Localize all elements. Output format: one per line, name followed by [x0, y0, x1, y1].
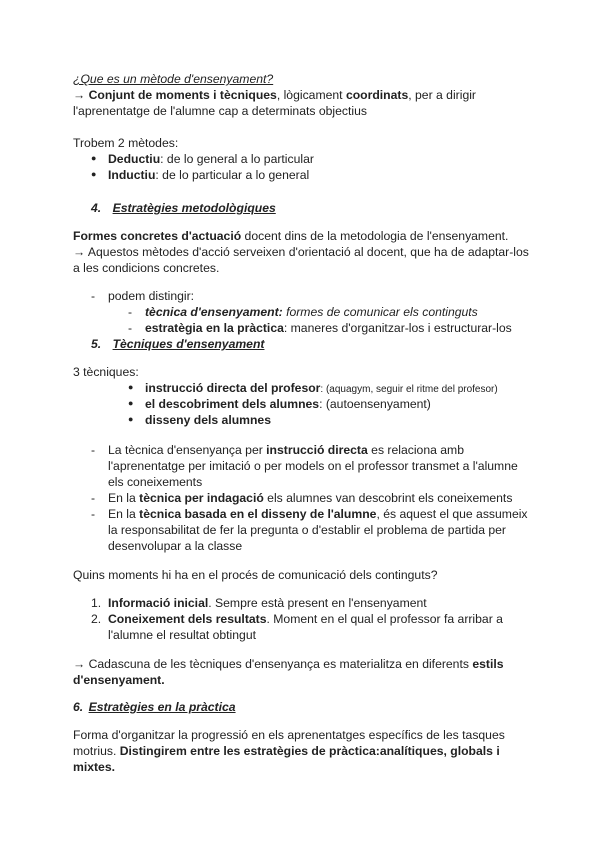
- section-6-line-3: mixtes.: [73, 760, 116, 774]
- dash-icon: -: [91, 507, 96, 521]
- dash-icon: -: [128, 321, 133, 335]
- method-inductive: Inductiu: de lo particular a lo general: [108, 168, 310, 182]
- method-definition-line-2: l'aprenentatge de l'alumne cap a determinats objectius: [73, 104, 367, 118]
- section-5-heading: 5. Tècniques d'ensenyament: [91, 337, 265, 351]
- method-definition-line-1: → Conjunt de moments i tècniques, lògicament coordinats, per a dirigir: [73, 88, 476, 102]
- direct-instruction-line-1: La tècnica d'ensenyança per instrucció directa es relaciona amb: [108, 443, 464, 457]
- direct-instruction-line-3: els coneixements: [108, 475, 203, 489]
- design-technique-line-3: desenvolupar a la classe: [108, 539, 243, 553]
- method-question-heading: ¿Que es un mètode d'ensenyament?: [73, 72, 274, 86]
- moment-1: 1. Informació inicial. Sempre està present en l'ensenyament: [91, 596, 427, 610]
- dash-icon: -: [128, 305, 133, 319]
- section-4-definition: Formes concretes d'actuació docent dins de la metodologia de l'ensenyament.: [73, 229, 509, 243]
- conclusion-line-2: d'ensenyament.: [73, 673, 165, 687]
- inquiry-technique-line: En la tècnica per indagació els alumnes van descobrint els coneixements: [108, 491, 513, 505]
- design-technique-line-1: En la tècnica basada en el disseny de l'alumne, és aquest el que assumeix: [108, 507, 528, 521]
- bullet-icon: ●: [128, 382, 134, 392]
- method-deductive: Deductiu: de lo general a lo particular: [108, 152, 314, 166]
- bullet-icon: ●: [91, 169, 97, 179]
- bullet-icon: ●: [128, 398, 134, 408]
- teaching-technique-item: tècnica d'ensenyament: formes de comunicar els continguts: [145, 305, 478, 319]
- moment-2: 2. Coneixement dels resultats. Moment en el qual el professor fa arribar a: [91, 612, 503, 626]
- section-4-heading: 4. Estratègies metodològiques: [91, 201, 276, 215]
- moments-question: Quins moments hi ha en el procés de comunicació dels continguts?: [73, 568, 438, 582]
- section-6-heading: 6. Estratègies en la pràctica: [73, 700, 236, 714]
- section-4-paragraph-line-1: → Aquestos mètodes d'acció serveixen d'orientació al docent, que ha de adaptar-los: [73, 245, 529, 259]
- distinguish-intro: podem distingir:: [108, 289, 195, 303]
- methods-intro: Trobem 2 mètodes:: [73, 136, 179, 150]
- technique-item: instrucció directa del profesor: (aquagym, seguir el ritme del profesor): [145, 381, 498, 395]
- dash-icon: -: [91, 443, 96, 457]
- section-4-paragraph-line-2: a les condicions concretes.: [73, 261, 220, 275]
- conclusion-line-1: → Cadascuna de les tècniques d'ensenyança es materialitza en diferents estils: [73, 657, 504, 671]
- technique-item: disseny dels alumnes: [145, 413, 271, 427]
- bullet-icon: ●: [128, 414, 134, 424]
- technique-item: el descobriment dels alumnes: (autoensenyament): [145, 397, 431, 411]
- dash-icon: -: [91, 491, 96, 505]
- design-technique-line-2: la responsabilitat de fer la pregunta o d'establir el problema de partida per: [108, 523, 506, 537]
- bullet-icon: ●: [91, 153, 97, 163]
- techniques-intro: 3 tècniques:: [73, 365, 139, 379]
- section-6-line-2: motrius. Distingirem entre les estratègies de pràctica:analítiques, globals i: [73, 744, 500, 758]
- section-6-line-1: Forma d'organitzar la progressió en els aprenentatges específics de les tasques: [73, 728, 505, 742]
- practice-strategy-item: estratègia en la pràctica: maneres d'organitzar-los i estructurar-los: [145, 321, 512, 335]
- moment-2-line-2: l'alumne el resultat obtingut: [108, 628, 256, 642]
- dash-icon: -: [91, 289, 96, 303]
- direct-instruction-line-2: l'aprenentatge per imitació o per models on el professor transmet a l'alumne: [108, 459, 518, 473]
